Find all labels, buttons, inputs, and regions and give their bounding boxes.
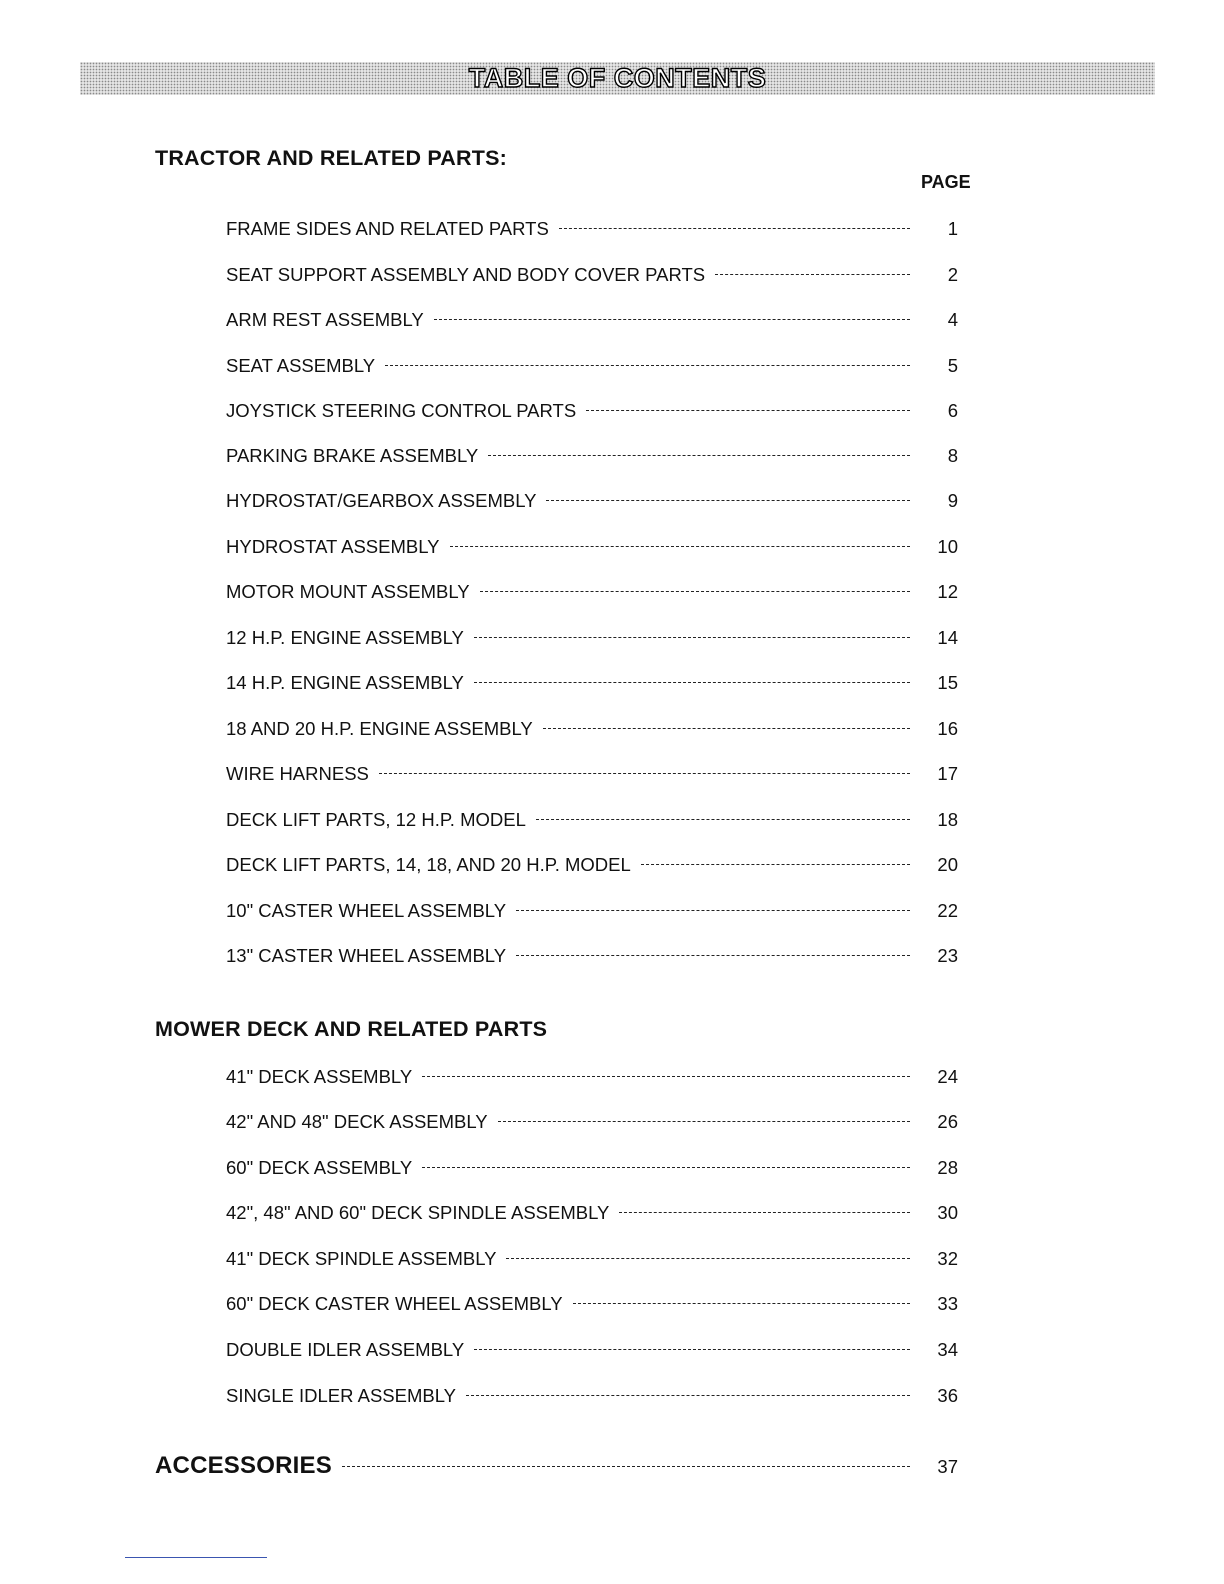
toc-entry-label: DOUBLE IDLER ASSEMBLY — [226, 1339, 465, 1360]
toc-entry[interactable] — [226, 1066, 958, 1088]
toc-entry[interactable] — [226, 1202, 958, 1224]
toc-entry-label: 42" AND 48" DECK ASSEMBLY — [226, 1111, 488, 1132]
toc-entry-page: 9 — [947, 490, 958, 511]
toc-entry-label: 60" DECK CASTER WHEEL ASSEMBLY — [226, 1293, 563, 1314]
toc-entry-accessories[interactable] — [155, 1452, 958, 1485]
toc-entry-label: HYDROSTAT/GEARBOX ASSEMBLY — [226, 490, 537, 511]
toc-entry-label: 10" CASTER WHEEL ASSEMBLY — [226, 900, 507, 921]
toc-entry-page: 4 — [947, 309, 958, 330]
dot-leader — [536, 819, 910, 820]
toc-entry[interactable] — [226, 854, 958, 876]
toc-entry-label: SEAT SUPPORT ASSEMBLY AND BODY COVER PARTS — [226, 264, 706, 285]
toc-entry-page: 22 — [937, 900, 958, 921]
toc-entry-label: ARM REST ASSEMBLY — [226, 309, 424, 330]
toc-entry[interactable] — [226, 718, 958, 740]
toc-entry-label: JOYSTICK STEERING CONTROL PARTS — [226, 400, 577, 421]
toc-entry-label: 13" CASTER WHEEL ASSEMBLY — [226, 945, 507, 966]
toc-entry-label: 12 H.P. ENGINE ASSEMBLY — [226, 627, 464, 648]
toc-entry[interactable] — [226, 445, 958, 467]
dot-leader — [543, 728, 910, 729]
toc-entry[interactable] — [226, 1339, 958, 1361]
toc-entry-page: 12 — [937, 581, 958, 602]
dot-leader — [450, 546, 911, 547]
section-heading-mower-deck: MOWER DECK AND RELATED PARTS — [155, 1017, 548, 1041]
toc-entry-page: 5 — [947, 355, 958, 376]
toc-entry-page: 23 — [937, 945, 958, 966]
toc-entry[interactable] — [226, 490, 958, 512]
toc-entry-label: HYDROSTAT ASSEMBLY — [226, 536, 440, 557]
toc-entry-page: 1 — [947, 218, 958, 239]
toc-entry[interactable] — [226, 264, 958, 286]
toc-entry-label: 14 H.P. ENGINE ASSEMBLY — [226, 672, 464, 693]
toc-entry-label: WIRE HARNESS — [226, 763, 369, 784]
bottom-rule — [125, 1557, 267, 1558]
dot-leader — [619, 1212, 910, 1213]
dot-leader — [559, 228, 910, 229]
toc-entry[interactable] — [226, 627, 958, 649]
dot-leader — [385, 365, 910, 366]
dot-leader — [715, 274, 910, 275]
toc-entry-page: 24 — [937, 1066, 958, 1087]
toc-entry[interactable] — [226, 1385, 958, 1407]
dot-leader — [516, 910, 910, 911]
toc-entry[interactable] — [226, 355, 958, 377]
toc-entry-label: ACCESSORIES — [155, 1452, 332, 1479]
toc-entry[interactable] — [226, 536, 958, 558]
dot-leader — [498, 1121, 910, 1122]
toc-entry[interactable] — [226, 1248, 958, 1270]
toc-entry[interactable] — [226, 763, 958, 785]
dot-leader — [379, 773, 910, 774]
toc-entry-page: 28 — [937, 1157, 958, 1178]
toc-entry-label: 41" DECK SPINDLE ASSEMBLY — [226, 1248, 497, 1269]
toc-entry-page: 10 — [937, 536, 958, 557]
page-title: TABLE OF CONTENTS — [468, 63, 767, 93]
toc-entry-page: 18 — [937, 809, 958, 830]
toc-entry-page: 26 — [937, 1111, 958, 1132]
toc-entry[interactable] — [226, 900, 958, 922]
dot-leader — [342, 1466, 910, 1467]
dot-leader — [516, 955, 910, 956]
dot-leader — [474, 682, 910, 683]
toc-entry[interactable] — [226, 1293, 958, 1315]
toc-entry-label: SINGLE IDLER ASSEMBLY — [226, 1385, 456, 1406]
toc-entry-label: SEAT ASSEMBLY — [226, 355, 376, 376]
dot-leader — [474, 637, 910, 638]
dot-leader — [422, 1076, 910, 1077]
dot-leader — [434, 319, 910, 320]
toc-entry-page: 6 — [947, 400, 958, 421]
toc-entry-page: 2 — [947, 264, 958, 285]
toc-entry-page: 30 — [937, 1202, 958, 1223]
dot-leader — [506, 1258, 910, 1259]
toc-entry[interactable] — [226, 309, 958, 331]
toc-entry-label: 18 AND 20 H.P. ENGINE ASSEMBLY — [226, 718, 533, 739]
dot-leader — [480, 591, 910, 592]
dot-leader — [546, 500, 910, 501]
toc-entry-label: FRAME SIDES AND RELATED PARTS — [226, 218, 549, 239]
page-column-label: PAGE — [921, 172, 971, 192]
dot-leader — [573, 1303, 910, 1304]
toc-entry[interactable] — [226, 218, 958, 240]
dot-leader — [422, 1167, 910, 1168]
toc-entry-page: 15 — [937, 672, 958, 693]
toc-entry-label: DECK LIFT PARTS, 12 H.P. MODEL — [226, 809, 526, 830]
dot-leader — [641, 864, 910, 865]
toc-entry[interactable] — [226, 672, 958, 694]
toc-entry[interactable] — [226, 945, 958, 967]
toc-entry-page: 8 — [947, 445, 958, 466]
toc-entry[interactable] — [226, 400, 958, 422]
toc-entry-page: 37 — [937, 1456, 958, 1477]
dot-leader — [586, 410, 910, 411]
toc-entry-page: 36 — [937, 1385, 958, 1406]
section-heading-tractor: TRACTOR AND RELATED PARTS: — [155, 146, 507, 170]
toc-entry-page: 14 — [937, 627, 958, 648]
toc-entry-page: 17 — [937, 763, 958, 784]
toc-entry-page: 32 — [937, 1248, 958, 1269]
toc-entry-label: 42", 48" AND 60" DECK SPINDLE ASSEMBLY — [226, 1202, 610, 1223]
toc-entry-label: 41" DECK ASSEMBLY — [226, 1066, 413, 1087]
toc-entry[interactable] — [226, 1157, 958, 1179]
dot-leader — [474, 1349, 910, 1350]
toc-entry-page: 34 — [937, 1339, 958, 1360]
toc-entry-label: 60" DECK ASSEMBLY — [226, 1157, 413, 1178]
toc-entry-label: DECK LIFT PARTS, 14, 18, AND 20 H.P. MODEL — [226, 854, 631, 875]
toc-entry[interactable] — [226, 809, 958, 831]
dot-leader — [466, 1395, 910, 1396]
toc-entry-page: 33 — [937, 1293, 958, 1314]
toc-entry-page: 16 — [937, 718, 958, 739]
toc-entry[interactable] — [226, 1111, 958, 1133]
toc-entry[interactable] — [226, 581, 958, 603]
dot-leader — [488, 455, 910, 456]
toc-entry-label: MOTOR MOUNT ASSEMBLY — [226, 581, 470, 602]
toc-entry-label: PARKING BRAKE ASSEMBLY — [226, 445, 479, 466]
toc-entry-page: 20 — [937, 854, 958, 875]
title-banner — [80, 62, 1155, 95]
